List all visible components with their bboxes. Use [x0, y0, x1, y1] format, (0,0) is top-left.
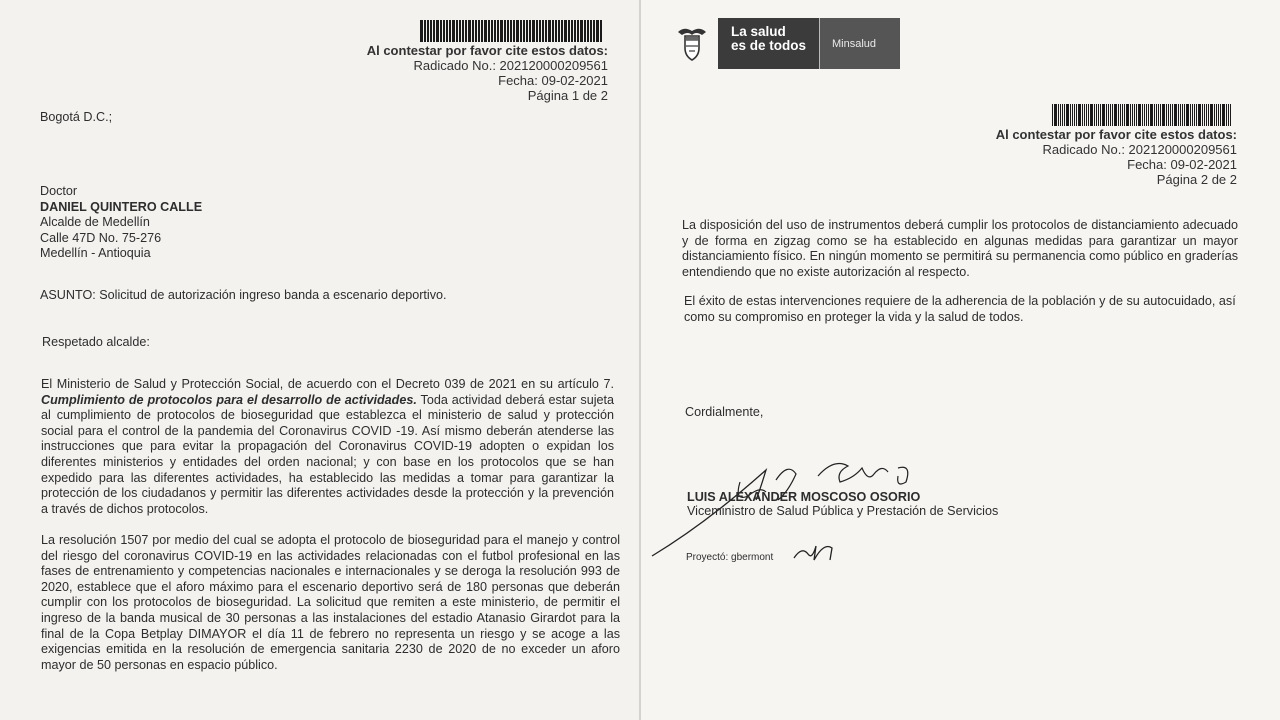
barcode-image [420, 20, 606, 42]
body-paragraph-1 [41, 377, 614, 517]
salutation: Respetado alcalde: [42, 335, 150, 349]
letter-date: Fecha: 09-02-2021 [1127, 157, 1237, 172]
initials-mark [792, 538, 838, 564]
projected-by: Proyectó: gbermont [686, 552, 774, 563]
recipient-name: DANIEL QUINTERO CALLE [40, 199, 203, 214]
logo-slogan-line2: es de todos [731, 38, 807, 53]
coat-of-arms-icon [676, 26, 708, 62]
closing-line: Cordialmente, [685, 405, 764, 419]
cite-notice: Al contestar por favor cite estos datos: [366, 43, 608, 58]
barcode-image [1052, 104, 1236, 126]
letter-date: Fecha: 09-02-2021 [498, 73, 608, 88]
recipient-city: Medellín - Antioquia [40, 246, 151, 261]
para1-emphasis: Cumplimiento de protocolos para el desarrollo de actividades. [41, 392, 417, 407]
radicado-number: Radicado No.: 202120000209561 [413, 58, 608, 73]
page-number: Página 1 de 2 [527, 88, 608, 103]
body-paragraph-2: La resolución 1507 por medio del cual se adopta el protocolo de bioseguridad para el manejo y control del riesgo del coronavirus COVID-19 en las actividades relacionadas con el futbol profesional en las fases de entrenamiento y competencias nacionales e internacionales y se deroga la resolución 993 de 2020, establece que el aforo máximo para el escenario deportivo será de 180 personas que deberán cumplir con los protocolos de bioseguridad. La solicitud que remiten a este ministerio, de permitir el ingreso de la banda musical de 30 personas a las instalaciones del estadio Atanasio Girardot para la final de la Copa Betplay DIMAYOR el día 11 de febrero no representa un riesgo y se acoge a las exigencias emitida en la resolución de emergencia sanitaria 2230 de 2020 de no exceder un aforo mayor de 50 personas en espacio público. [41, 533, 620, 672]
cite-notice: Al contestar por favor cite estos datos: [995, 127, 1237, 142]
reference-header [367, 43, 608, 103]
para1-body: Toda actividad deberá estar sujeta al cumplimiento de protocolos de bioseguridad que establezca el ministerio de salud y protección social para el control de la pandemia del Coronavirus COVID -19. Así mismo deberán atenderse las instrucciones que para evitar la propagación del Coronavirus COVID-19 adopten o expidan los diferentes ministerios y entidades del orden nacional; y con base en los protocolos que se han expedido para las diferentes actividades, ha establecido las medidas a tomar para garantizar la protección de los ciudadanos y permitir las diferentes actividades desde la protección y la prevención a través de dichos protocolos. [41, 392, 614, 516]
page-number: Página 2 de 2 [1156, 172, 1237, 187]
logo-brand: Minsalud [820, 18, 900, 69]
signer-name: LUIS ALEXANDER MOSCOSO OSORIO [687, 490, 921, 504]
body-paragraph-1: La disposición del uso de instrumentos deberá cumplir los protocolos de distanciamiento adecuado y de forma en zigzag como se ha establecido en algunas medidas para garantizar un mayor distanciamiento físico. En ningún momento se permitirá su permanencia como público en graderías entendiendo que no existe autorización al respecto. [682, 218, 1238, 279]
reference-header [996, 127, 1237, 187]
recipient-title: Doctor [40, 184, 78, 198]
minsalud-logo [718, 18, 900, 69]
para1-intro: El Ministerio de Salud y Protección Social, de acuerdo con el Decreto 039 de 2021 en su artículo 7. [41, 377, 614, 391]
body-paragraph-2: El éxito de estas intervenciones requiere de la adherencia de la población y de su autocuidado, así como su compromiso en proteger la vida y la salud de todos. [684, 294, 1236, 324]
recipient-block [40, 184, 202, 262]
logo-slogan [718, 18, 820, 69]
signer-title: Viceministro de Salud Pública y Prestación de Servicios [687, 504, 999, 518]
subject-line: ASUNTO: Solicitud de autorización ingreso banda a escenario deportivo. [40, 288, 447, 302]
place-line: Bogotá D.C.; [40, 110, 113, 124]
radicado-number: Radicado No.: 202120000209561 [1042, 142, 1237, 157]
recipient-address: Calle 47D No. 75-276 [40, 230, 162, 245]
logo-slogan-line1: La salud [731, 24, 786, 39]
recipient-role: Alcalde de Medellín [40, 215, 150, 230]
